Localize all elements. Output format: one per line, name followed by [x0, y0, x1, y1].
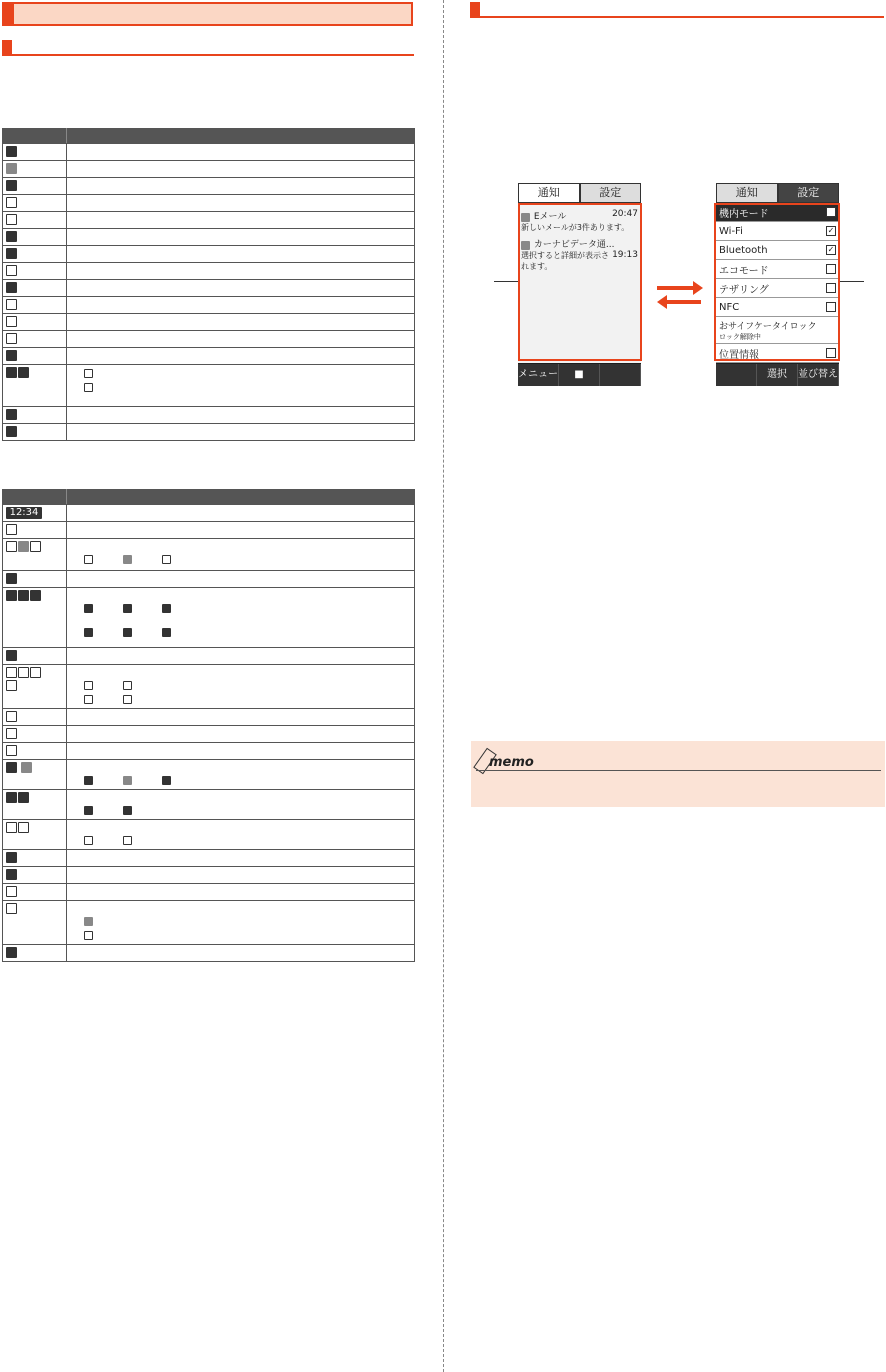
custom-mode-icon [6, 680, 17, 691]
download-icon [18, 367, 29, 378]
setting-nfc[interactable]: NFC [716, 298, 839, 317]
blank-soft-key[interactable] [600, 364, 641, 386]
more-icon [6, 426, 17, 437]
status-icon-table [2, 489, 415, 962]
settings-highlight-frame [714, 203, 840, 361]
memo-label: memo [489, 755, 534, 770]
play-icon [6, 231, 17, 242]
signal-none-icon [30, 590, 41, 601]
alarm-status-icon [6, 524, 17, 535]
notification-carnavi[interactable]: カーナビデータ通... 19:13 選択すると詳細が表示されます。 [521, 240, 638, 271]
memo-box [471, 741, 885, 807]
clock-icon: 12:34 [6, 507, 42, 519]
tethering-icon [6, 822, 17, 833]
signal-icon [6, 590, 17, 601]
notification-email[interactable]: Eメール 20:47 新しいメールが3件あります。 [521, 209, 638, 232]
callout-line-right [840, 281, 864, 282]
calendar-icon [6, 265, 17, 276]
bluetooth-transfer-icon [6, 350, 17, 361]
signal-weak-icon [18, 590, 29, 601]
tab-notify[interactable]: 通知 [518, 183, 580, 203]
callout-line-left [494, 281, 518, 282]
menu-button[interactable]: メニュー [518, 364, 559, 386]
right-section-header [470, 2, 884, 18]
tab-notify-2[interactable]: 通知 [716, 183, 778, 203]
home-button[interactable]: ■ [559, 364, 600, 386]
battery-charging-icon [30, 541, 41, 552]
checkbox-bluetooth[interactable]: ✓ [827, 245, 835, 254]
arrow-left-icon [665, 300, 701, 304]
battery-full-icon [18, 541, 29, 552]
roaming-icon [6, 650, 17, 661]
checkbox-wifi[interactable]: ✓ [827, 226, 835, 235]
setting-airplane-mode[interactable]: 機内モード [716, 203, 839, 222]
wifi-icon [6, 762, 17, 773]
download-small-icon [84, 383, 93, 392]
nfc-icon [6, 869, 17, 880]
sync-icon [6, 409, 17, 420]
notification-icon-table [2, 128, 415, 441]
disc-icon [6, 282, 17, 293]
airplane-icon [6, 573, 17, 584]
setting-osaifu-lock[interactable]: おサイフケータイロック ロック解除中 [716, 317, 839, 344]
blank-soft-key-2[interactable] [716, 364, 757, 386]
chapter-header [2, 2, 413, 26]
rotation-icon [6, 886, 17, 897]
tab-settings[interactable]: 設定 [580, 183, 642, 203]
pointer-icon [6, 903, 17, 914]
notification-highlight-frame [518, 203, 642, 361]
missed-call-icon [6, 146, 17, 157]
drive-mode-icon [18, 667, 29, 678]
usb-icon [6, 299, 17, 310]
battery-empty-icon [6, 541, 17, 552]
bluetooth-connected-icon [18, 792, 29, 803]
target-icon [6, 316, 17, 327]
tab-settings-2[interactable]: 設定 [778, 183, 840, 203]
bluetooth-on-icon [6, 792, 17, 803]
alarm-icon [6, 197, 17, 208]
mic-off-icon [6, 745, 17, 756]
upload-small-icon [84, 369, 93, 378]
select-button[interactable]: 選択 [757, 364, 798, 386]
setting-eco-mode[interactable]: エコモード [716, 260, 839, 279]
bluetooth-icon [6, 333, 17, 344]
setting-bluetooth[interactable]: Bluetooth ✓ [716, 241, 839, 260]
setting-tethering[interactable]: テザリング [716, 279, 839, 298]
column-divider [443, 0, 444, 1372]
screen-icon [6, 214, 17, 225]
upload-icon [6, 367, 17, 378]
mail-icon [6, 163, 17, 174]
call-icon [6, 711, 17, 722]
tethering-active-icon [18, 822, 29, 833]
setting-location[interactable]: 位置情報 [716, 344, 839, 363]
vibrate-off-icon [6, 728, 17, 739]
silent-mode-icon [30, 667, 41, 678]
section-header [2, 40, 414, 56]
arrow-right-icon [657, 286, 695, 290]
setting-wifi[interactable]: Wi-Fi ✓ [716, 222, 839, 241]
key-icon [6, 947, 17, 958]
manner-mode-icon [6, 667, 17, 678]
sort-button[interactable]: 並び替え [798, 364, 839, 386]
wifi-weak-icon [21, 762, 32, 773]
message-icon [6, 180, 17, 191]
phone-icon [6, 248, 17, 259]
location-icon [6, 852, 17, 863]
